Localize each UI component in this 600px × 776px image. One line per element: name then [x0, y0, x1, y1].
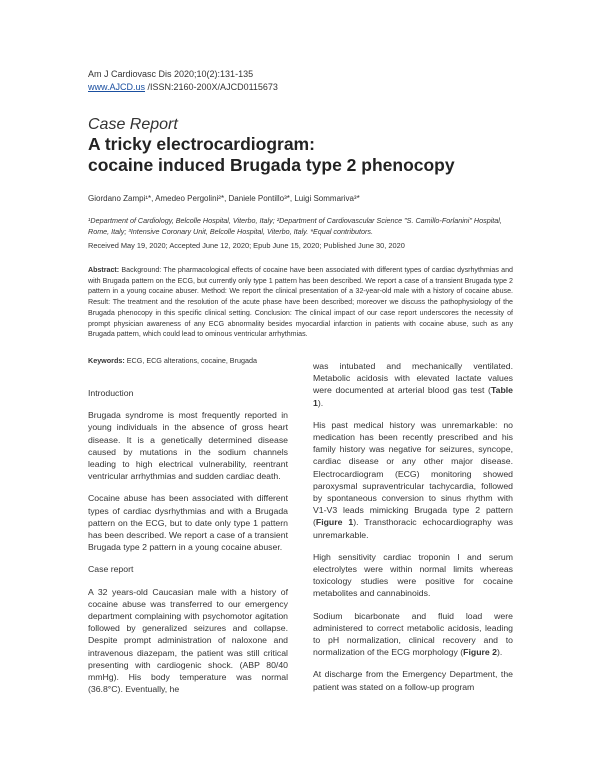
- publication-dates: Received May 19, 2020; Accepted June 12, 2020; Epub June 15, 2020; Published June 30, 2020: [88, 241, 405, 250]
- article-type: Case Report: [88, 116, 178, 133]
- body-column-right: [313, 360, 513, 703]
- journal-url-link[interactable]: www.AJCD.us: [88, 82, 146, 92]
- affiliations: ¹Department of Cardiology, Belcolle Hospital, Viterbo, Italy; ²Department of Cardiovascular Science "S. Camillo-Forlanini" Hospital, Rome, Italy; ³Intensive Coronary Unit, Belcolle Hospital, Viterbo, Italy. *Equal contributors.: [88, 216, 502, 236]
- author-list: Giordano Zampi¹*, Amedeo Pergolini²*, Daniele Pontillo³*, Luigi Sommariva³*: [88, 194, 360, 203]
- keywords: [88, 356, 257, 365]
- case-p5-end: ).: [496, 647, 503, 658]
- figure-2-reference[interactable]: Figure 2: [463, 647, 497, 658]
- case-paragraph-6: At discharge from the Emergency Department, the patient was stated on a follow-up program: [313, 669, 513, 692]
- journal-issn: /ISSN:2160-200X/AJCD0115673: [145, 82, 278, 92]
- table-1-reference[interactable]: Table 1: [313, 385, 513, 408]
- keywords-text: ECG, ECG alterations, cocaine, Brugada: [124, 356, 257, 365]
- case-paragraph-5: [313, 610, 513, 659]
- intro-paragraph-1: Brugada syndrome is most frequently reported in young individuals in the absence of gross heart disease. It is a genetically determined disease caused by mutations in the sodium channels leading to high electrical vulnerability, reentrant ventricular arrhythmias and sudden cardiac death.: [88, 410, 288, 482]
- section-heading-introduction: Introduction: [88, 388, 134, 398]
- abstract-label: Abstract:: [88, 266, 120, 274]
- keywords-label: Keywords:: [88, 356, 125, 365]
- figure-1-reference[interactable]: Figure 1: [315, 517, 354, 528]
- case-p2-end: ).: [317, 397, 324, 408]
- body-column-left: [88, 387, 288, 705]
- journal-citation: Am J Cardiovasc Dis 2020;10(2):131-135: [88, 69, 254, 79]
- case-p3-text: His past medical history was unremarkable: no medication has been recently prescribed and his family history was negative for seizures, syncope, cardiac disease or any other major disease. Electrocardiogram (ECG) monitoring showed paroxysmal supraventricular tachycardia, followed by spontaneous conversion to sinus rhythm with V1-V3 leads mimicking Brugada type 2 pattern (: [313, 419, 513, 528]
- section-heading-case-report: Case report: [88, 564, 134, 575]
- journal-issn-line: [88, 81, 278, 94]
- case-paragraph-2: [313, 360, 513, 409]
- abstract-text: Background: The pharmacological effects of cocaine have been associated with different types of cardiac dysrhythmias and with Brugada pattern on the ECG, but currently only type 1 pattern has been described. We report a case of a transient Brugada type 2 pattern in a young cocaine abuser. Method: We report the clinical presentation of a 32-year-old male with a history of cocaine abuse. Result: The treatment and the resolution of the acute phase have been described; moreover we discuss the pathophysiology of the Brugada phenocopy in this specific clinical setting. Conclusion: The clinical impact of our case report underscores the necessity of prompt physician awareness of any ECG abnormality besides myocardial infarction in patients with cocaine abuse, such as any Brugada pattern, which could lead to ominous ventricular arrhythmias.: [88, 266, 513, 339]
- title-line-2: cocaine induced Brugada type 2 phenocopy: [88, 155, 455, 175]
- journal-header: [88, 68, 278, 94]
- case-paragraph-4: High sensitivity cardiac troponin I and serum electrolytes were within normal limits whereas toxicology studies were positive for cocaine metabolites and cannabinoids.: [313, 551, 513, 599]
- case-p5-text: Sodium bicarbonate and fluid load were administered to correct metabolic acidosis, leading to pH normalization, clinical recovery and to normalization of the ECG morphology (: [313, 610, 513, 658]
- case-p3-end: ). Transthoracic echocardiography was unremarkable.: [313, 517, 513, 540]
- case-p2-text: was intubated and mechanically ventilated. Metabolic acidosis with elevated lactate values were documented at arterial blood gas test (: [313, 361, 513, 396]
- article-title: [88, 134, 528, 176]
- case-paragraph-3: [313, 419, 513, 541]
- intro-paragraph-2: Cocaine abuse has been associated with different types of cardiac dysrhythmias and with a Brugada pattern on the ECG, but to date only type 1 pattern has been described. We report a case of a transient Brugada type 2 pattern in a young cocaine abuser.: [88, 493, 288, 553]
- case-paragraph-1: A 32 years-old Caucasian male with a history of cocaine abuse was transferred to our emergency department complaining with psychomotor agitation followed by generalized seizures and collapse. Despite prompt administration of naloxone and intravenous diazepam, the patient was still critical presenting with cardiogenic shock. (ABP 80/40 mmHg). His body temperature was normal (36.8°C). Eventually, he: [88, 586, 288, 695]
- title-line-1: A tricky electrocardiogram:: [88, 134, 315, 154]
- abstract: [88, 265, 513, 340]
